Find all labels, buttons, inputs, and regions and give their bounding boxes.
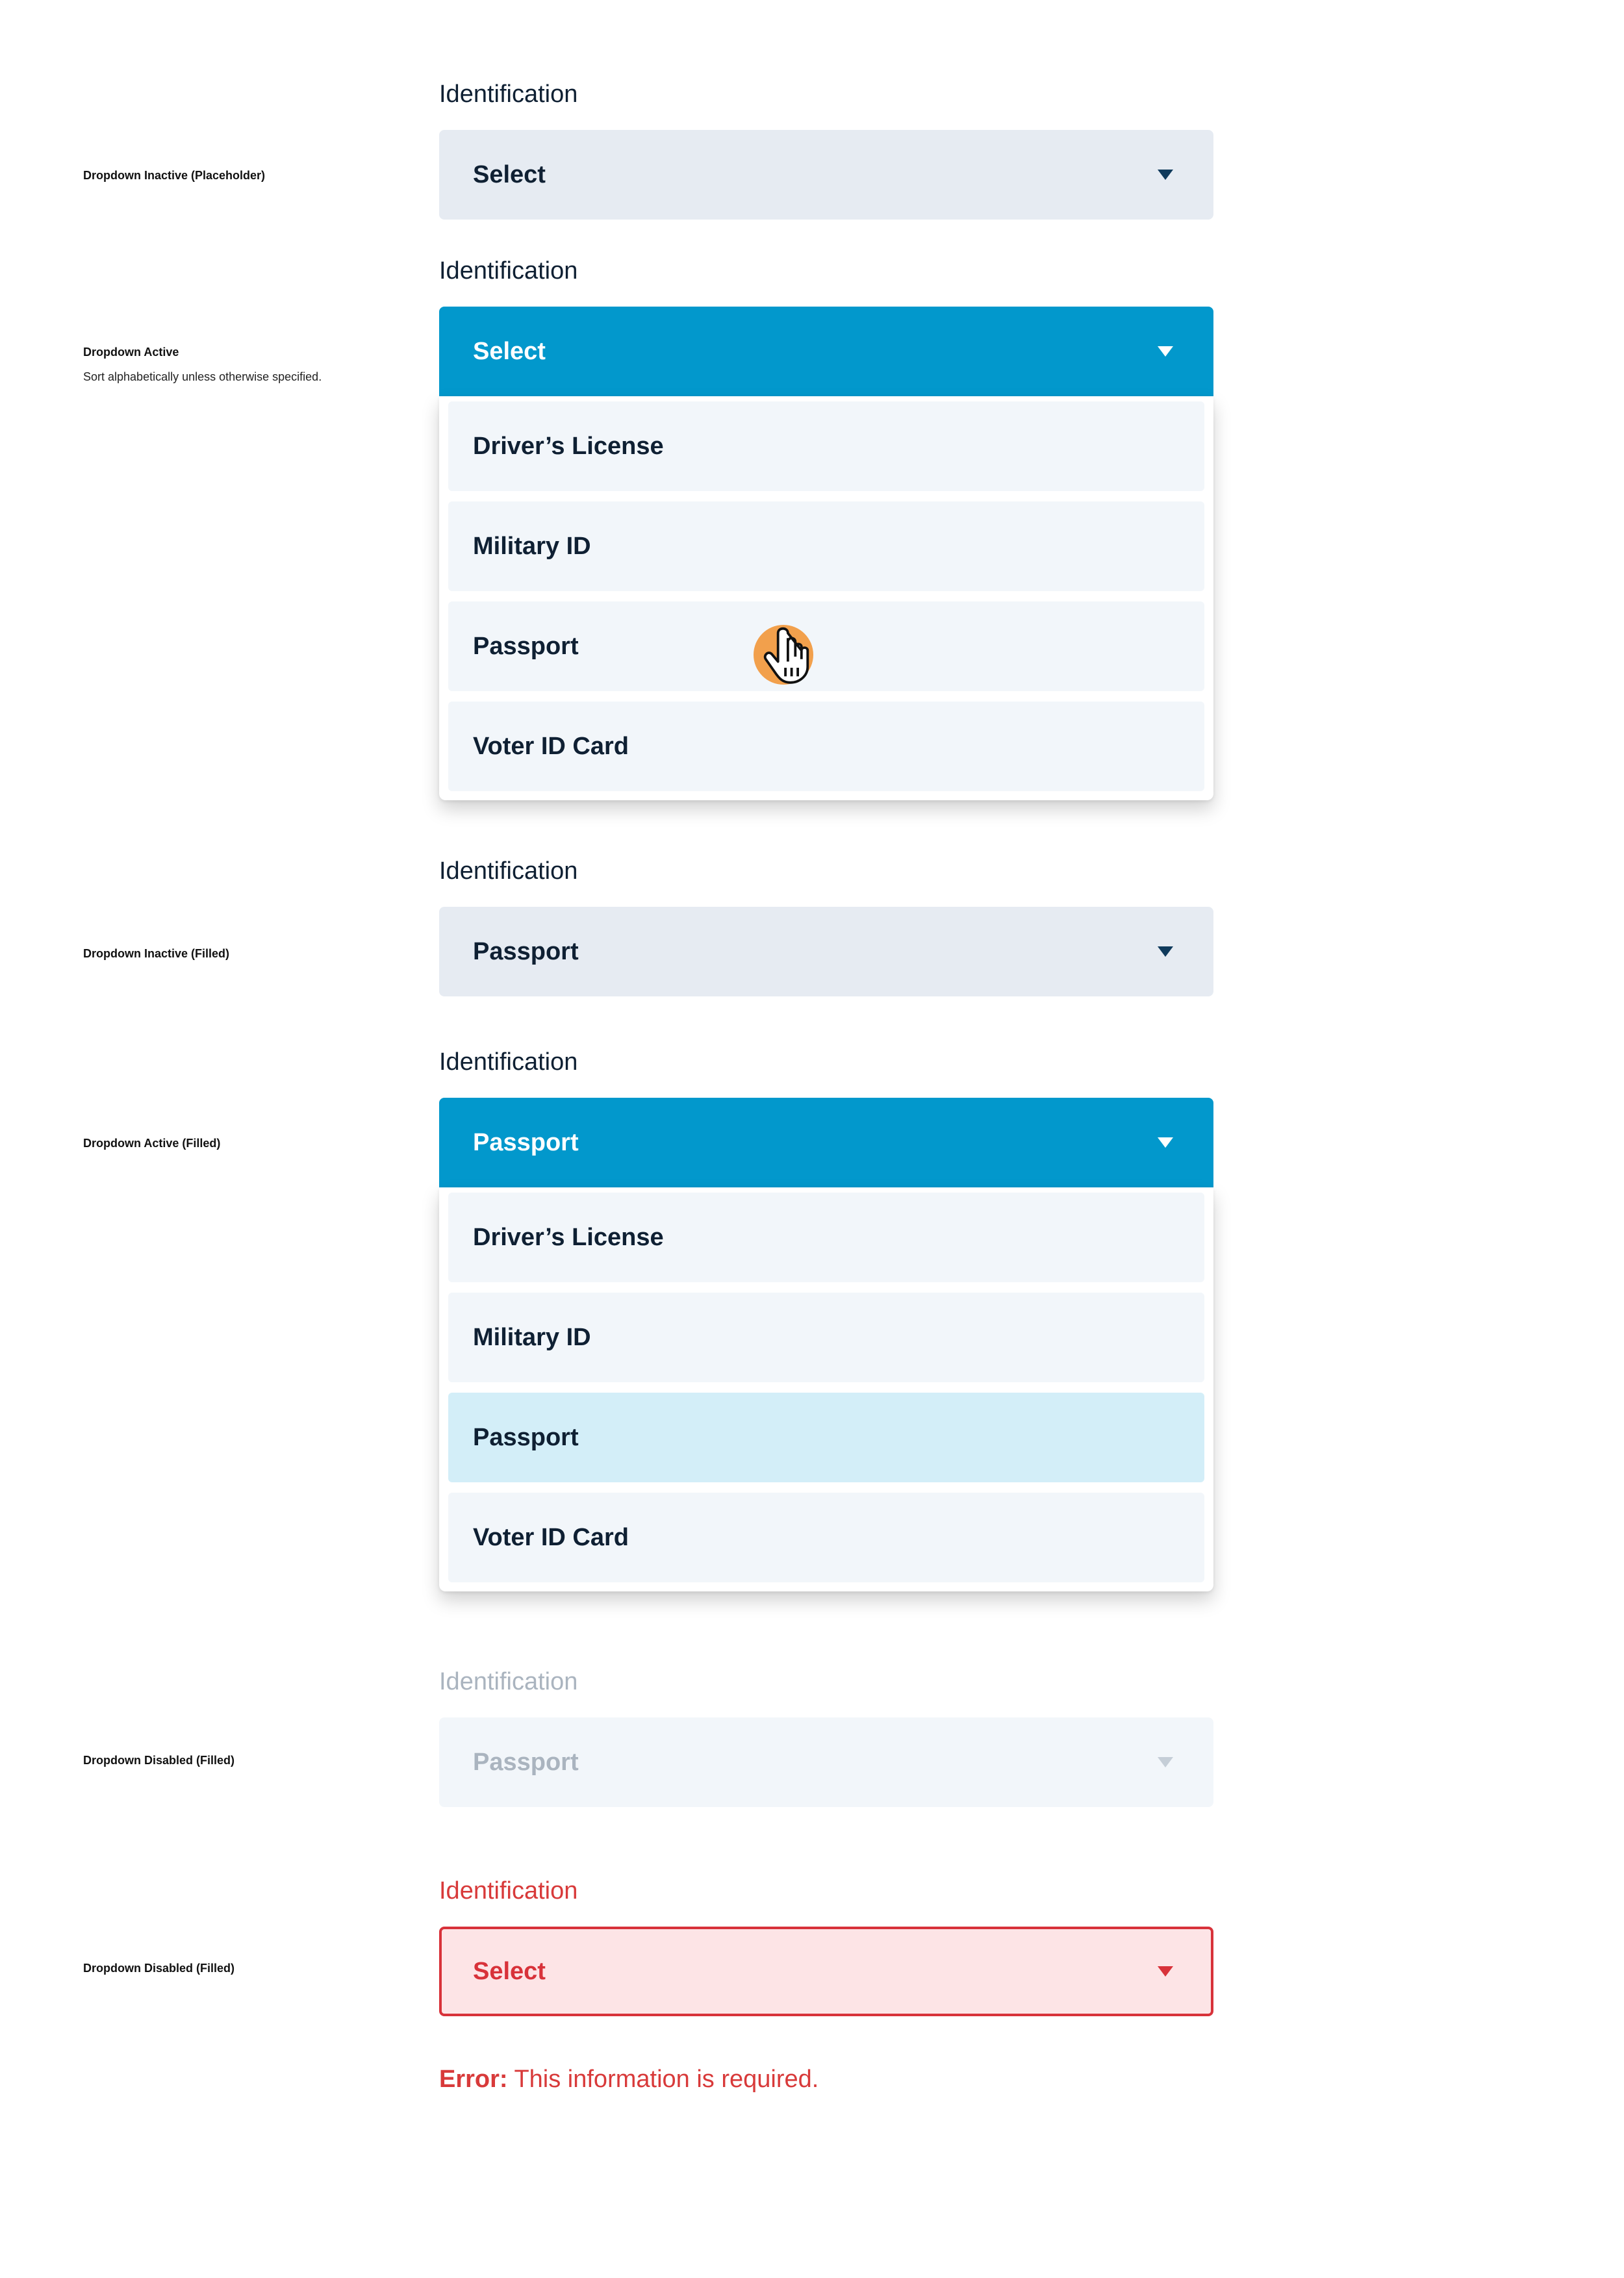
field-label: Identification — [439, 1048, 578, 1076]
dropdown-value: Select — [473, 337, 546, 365]
option-military-id[interactable]: Military ID — [448, 501, 1204, 591]
identification-dropdown-active-filled[interactable] — [439, 1098, 1213, 1187]
option-voter-id-card[interactable]: Voter ID Card — [448, 1493, 1204, 1582]
option-military-id[interactable]: Military ID — [448, 1293, 1204, 1382]
field-label-error: Identification — [439, 1877, 578, 1905]
field-label-disabled: Identification — [439, 1668, 578, 1695]
state-caption-error: Dropdown Disabled (Filled) — [83, 1962, 235, 1975]
state-caption-inactive-filled: Dropdown Inactive (Filled) — [83, 947, 230, 960]
caret-up-icon — [1158, 346, 1173, 357]
field-label: Identification — [439, 857, 578, 885]
caret-down-icon — [1158, 946, 1173, 957]
caret-down-icon — [1158, 1757, 1173, 1767]
error-prefix: Error: — [439, 2066, 508, 2093]
state-caption-inactive-placeholder: Dropdown Inactive (Placeholder) — [83, 169, 266, 182]
field-label: Identification — [439, 257, 578, 285]
caret-down-icon — [1158, 170, 1173, 180]
identification-dropdown-active[interactable] — [439, 307, 1213, 396]
option-drivers-license[interactable]: Driver’s License — [448, 401, 1204, 491]
state-note: Sort alphabetically unless otherwise specified. — [83, 370, 322, 383]
identification-dropdown-error[interactable] — [439, 1927, 1213, 2016]
identification-dropdown-filled[interactable] — [439, 907, 1213, 996]
state-caption-disabled-filled: Dropdown Disabled (Filled) — [83, 1754, 235, 1767]
error-text: This information is required. — [507, 2066, 819, 2093]
error-message — [439, 2066, 818, 2094]
field-label: Identification — [439, 81, 578, 108]
dropdown-value: Select — [473, 1957, 546, 1985]
option-passport-selected[interactable]: Passport — [448, 1393, 1204, 1482]
identification-dropdown-inactive[interactable] — [439, 130, 1213, 220]
option-passport[interactable]: Passport — [448, 601, 1204, 691]
dropdown-menu — [439, 396, 1213, 800]
caret-up-icon — [1158, 1137, 1173, 1148]
dropdown-menu — [439, 1187, 1213, 1591]
dropdown-value: Passport — [473, 1748, 579, 1776]
identification-dropdown-disabled — [439, 1717, 1213, 1807]
dropdown-value: Passport — [473, 1128, 579, 1156]
caret-down-icon — [1158, 1966, 1173, 1977]
state-caption-text: Dropdown Active — [83, 346, 179, 359]
dropdown-value: Passport — [473, 937, 579, 965]
state-caption-active — [83, 346, 330, 385]
state-caption-active-filled: Dropdown Active (Filled) — [83, 1137, 221, 1150]
dropdown-value: Select — [473, 160, 546, 188]
option-drivers-license[interactable]: Driver’s License — [448, 1193, 1204, 1282]
option-voter-id-card[interactable]: Voter ID Card — [448, 702, 1204, 791]
hand-pointer-icon — [752, 625, 817, 690]
